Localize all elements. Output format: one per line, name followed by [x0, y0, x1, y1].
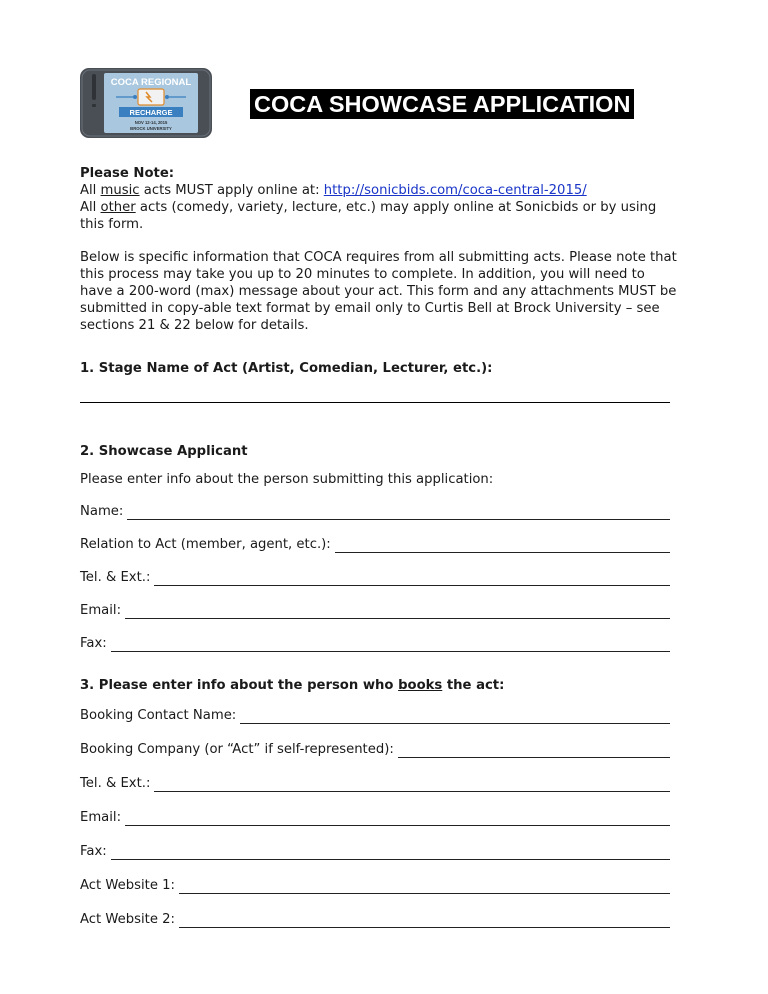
section2-field-input[interactable]	[127, 505, 670, 520]
books-underlined: books	[398, 678, 443, 693]
section2-field-label: Email:	[80, 603, 122, 618]
intro-line: this process may take you up to 20 minutes to complete. In addition, you will need to	[80, 267, 645, 282]
section2-instruction: Please enter info about the person submitting this application:	[80, 472, 494, 487]
form-title: COCA SHOWCASE APPLICATION	[250, 89, 634, 119]
section3-field-label: Booking Company (or “Act” if self-represented):	[80, 742, 394, 757]
section3-field-input[interactable]	[179, 913, 670, 928]
section2-field-label: Relation to Act (member, agent, etc.):	[80, 537, 331, 552]
section3-field-row	[80, 774, 670, 792]
logo-line1: COCA REGIONAL	[110, 77, 192, 88]
section3-field-row	[80, 876, 670, 894]
section3-field-label: Act Website 2:	[80, 912, 175, 927]
section2-field-input[interactable]	[125, 604, 670, 619]
section3-heading: 3. Please enter info about the person who books the act:	[80, 678, 505, 693]
logo-line3: NOV 12-14, 2015	[134, 120, 168, 125]
note-heading: Please Note:	[80, 166, 175, 181]
intro-line: Below is specific information that COCA requires from all submitting acts. Please note that	[80, 250, 677, 265]
section2-field-input[interactable]	[154, 571, 670, 586]
section3-field-row	[80, 808, 670, 826]
section3-field-input[interactable]	[125, 811, 670, 826]
section2-field-input[interactable]	[111, 637, 670, 652]
other-underlined: other	[100, 200, 136, 215]
section3-field-label: Tel. & Ext.:	[80, 776, 151, 791]
section3-field-label: Email:	[80, 810, 122, 825]
section3-field-input[interactable]	[398, 743, 670, 758]
section2-field-row	[80, 601, 670, 619]
note-line-music: All music acts MUST apply online at: http://sonicbids.com/coca-central-2015/	[80, 183, 587, 198]
section3-field-label: Booking Contact Name:	[80, 708, 237, 723]
stage-name-input[interactable]	[80, 402, 670, 403]
section2-field-row	[80, 502, 670, 520]
section2-field-input[interactable]	[335, 538, 670, 553]
intro-line: have a 200-word (max) message about your act. This form and any attachments MUST be	[80, 284, 677, 299]
coca-regional-logo	[80, 68, 212, 138]
note-line-other: All other acts (comedy, variety, lecture, etc.) may apply online at Sonicbids or by using	[80, 200, 657, 215]
section2-field-label: Name:	[80, 504, 124, 519]
section3-field-input[interactable]	[154, 777, 670, 792]
section3-field-input[interactable]	[111, 845, 670, 860]
section2-field-label: Fax:	[80, 636, 107, 651]
section2-field-label: Tel. & Ext.:	[80, 570, 151, 585]
section3-field-label: Fax:	[80, 844, 107, 859]
section3-field-label: Act Website 1:	[80, 878, 175, 893]
section3-field-input[interactable]	[179, 879, 670, 894]
section1-heading: 1. Stage Name of Act (Artist, Comedian, Lecturer, etc.):	[80, 361, 493, 376]
section2-field-row	[80, 568, 670, 586]
sonicbids-link[interactable]: http://sonicbids.com/coca-central-2015/	[323, 183, 587, 198]
section3-field-input[interactable]	[240, 709, 670, 724]
intro-line: sections 21 & 22 below for details.	[80, 318, 309, 333]
section2-field-row	[80, 535, 670, 553]
section3-field-row	[80, 740, 670, 758]
section3-field-row	[80, 842, 670, 860]
intro-line: submitted in copy-able text format by email only to Curtis Bell at Brock University – see	[80, 301, 660, 316]
section3-field-row	[80, 706, 670, 724]
section3-field-row	[80, 910, 670, 928]
section2-field-row	[80, 634, 670, 652]
music-underlined: music	[100, 183, 140, 198]
logo-line2: RECHARGE	[129, 108, 173, 117]
section2-heading: 2. Showcase Applicant	[80, 444, 248, 459]
note-line-form: this form.	[80, 217, 144, 232]
logo-line4: BROCK UNIVERSITY	[130, 126, 172, 131]
